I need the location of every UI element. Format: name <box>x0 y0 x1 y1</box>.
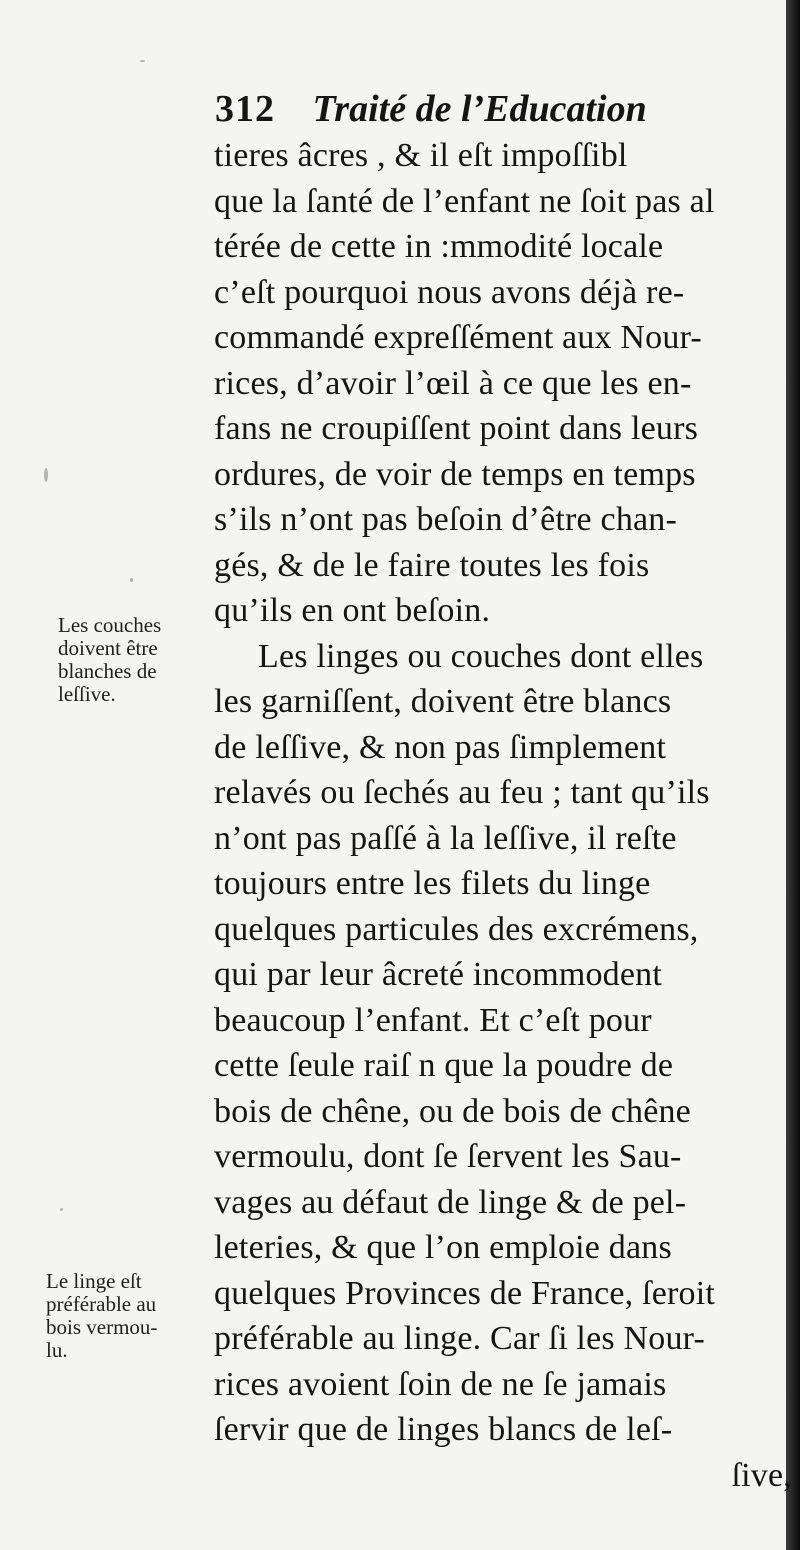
margin-note-line: blanches de <box>58 659 157 683</box>
text-line: toujours entre les filets du linge <box>214 865 651 902</box>
text-line: rices, d’avoir l’œil à ce que les en- <box>214 364 692 402</box>
text-line: ſervir que de linges blancs de leſ- <box>214 1411 673 1448</box>
text-line: qu’ils en ont beſoin. <box>214 592 491 629</box>
paper-speck <box>44 468 48 482</box>
text-line: n’ont pas paſſé à la leſſive, il reſte <box>214 819 677 857</box>
margin-note-linge <box>46 1270 212 1362</box>
margin-note-line: leſſive. <box>58 682 116 706</box>
paragraph-start-line: Les linges ou couches dont elles <box>258 637 704 675</box>
text-line: vages au défaut de linge & de pel- <box>214 1183 687 1221</box>
text-line: s’ils n’ont pas beſoin d’être chan- <box>214 501 678 538</box>
paper-speck <box>60 1208 63 1211</box>
text-line: gés, & de le faire toutes les fois <box>214 546 650 584</box>
text-line: de leſſive, & non pas ſimplement <box>214 728 667 766</box>
text-line: relavés ou ſechés au feu ; tant qu’ils <box>214 774 710 811</box>
margin-note-line: doivent être <box>58 636 158 660</box>
text-line: cette ſeule raiſ n que la poudre de <box>214 1047 674 1084</box>
text-line: préférable au linge. Car ſi les Nour- <box>214 1320 706 1357</box>
body-text <box>214 133 794 1498</box>
paper-speck <box>130 578 133 582</box>
margin-note-line: Le linge eſt <box>46 1269 142 1293</box>
text-line: rices avoient ſoin de ne ſe jamais <box>214 1365 667 1403</box>
catchword: ſive, <box>731 1456 792 1494</box>
text-line: leteries, & que l’on emploie dans <box>214 1229 672 1266</box>
text-line: bois de chêne, ou de bois de chêne <box>214 1092 691 1130</box>
margin-note-line: Les couches <box>58 613 162 637</box>
running-title: Traité de l’Education <box>312 88 647 130</box>
text-line: c’eſt pourquoi nous avons déjà re- <box>214 273 685 311</box>
text-line: térée de cette in :mmodité locale <box>214 228 664 265</box>
text-line: quelques Provinces de France, ſeroit <box>214 1274 715 1312</box>
text-line: qui par leur âcreté incommodent <box>214 956 663 993</box>
text-line: tieres âcres , & il eſt impoſſibl <box>214 137 628 174</box>
margin-note-line: lu. <box>46 1338 68 1362</box>
margin-note-line: préférable au <box>46 1292 157 1316</box>
text-line: beaucoup l’enfant. Et c’eſt pour <box>214 1001 652 1039</box>
text-line: ordures, de voir de temps en temps <box>214 455 696 493</box>
page-number: 312 <box>215 88 275 130</box>
text-line: quelques particules des excrémens, <box>214 910 699 948</box>
text-line: commandé expreſſément aux Nour- <box>214 319 702 356</box>
text-line: les garniſſent, doivent être blancs <box>214 683 672 720</box>
text-line: que la ſanté de l’enfant ne ſoit pas al <box>214 182 715 220</box>
text-line: fans ne croupiſſent point dans leurs <box>214 410 699 447</box>
page-header <box>215 84 647 134</box>
margin-note-couches <box>58 614 224 706</box>
text-line: vermoulu, dont ſe ſervent les Sau- <box>214 1138 682 1175</box>
paper-speck <box>140 60 145 62</box>
margin-note-line: bois vermou- <box>46 1315 158 1339</box>
